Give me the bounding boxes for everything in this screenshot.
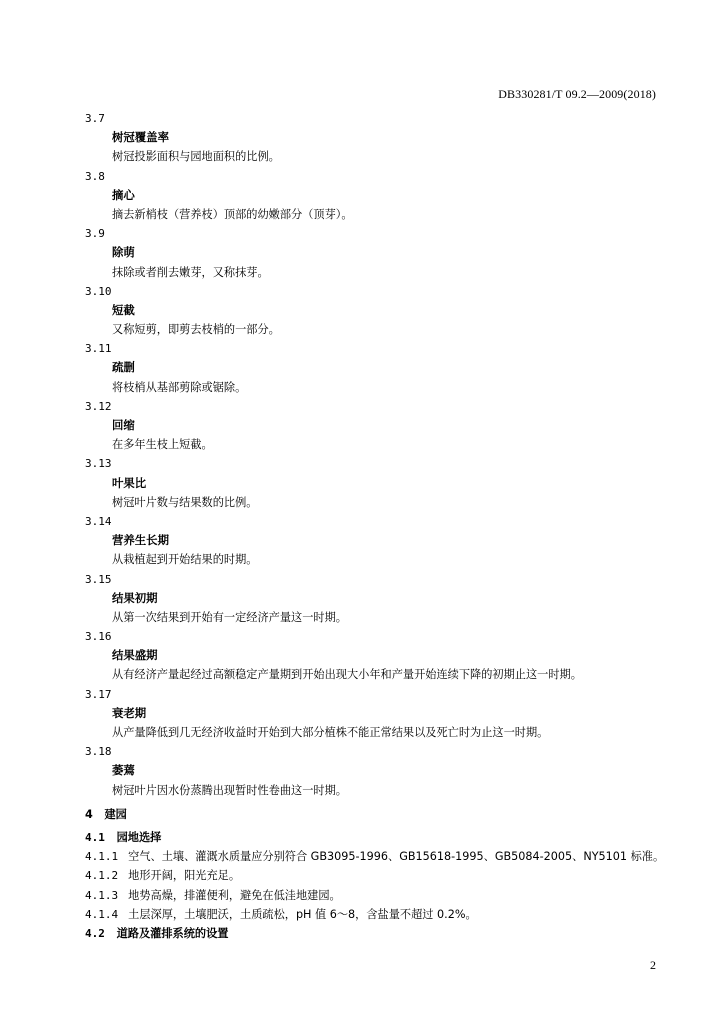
term-definition: 在多年生枝上短截。 bbox=[112, 438, 213, 452]
subsection-4-1-heading bbox=[85, 828, 665, 847]
clause-number: 4.1.1 bbox=[85, 850, 119, 864]
section-number: 4 bbox=[85, 807, 93, 821]
term-definition: 摘去新梢枝（营养枝）顶部的幼嫩部分（顶芽）。 bbox=[112, 207, 353, 221]
term-definition: 从第一次结果到开始有一定经济产量这一时期。 bbox=[112, 610, 347, 624]
term-number: 3.8 bbox=[85, 169, 105, 183]
term-number: 3.18 bbox=[85, 745, 112, 759]
section-4-heading bbox=[85, 805, 665, 824]
term-title: 疏删 bbox=[112, 360, 135, 375]
term-title: 摘心 bbox=[112, 187, 135, 202]
term-definition: 从有经济产量起经过高额稳定产量期到开始出现大小年和产量开始连续下降的初期止这一时期。 bbox=[112, 668, 582, 682]
term-title: 短截 bbox=[112, 302, 135, 317]
page-number: 2 bbox=[650, 958, 656, 972]
subsection-number: 4.1 bbox=[85, 830, 105, 844]
term-definition: 抹除或者削去嫩芽，又称抹芽。 bbox=[112, 265, 269, 279]
terms-list bbox=[85, 109, 665, 800]
term-definition: 又称短剪，即剪去枝梢的一部分。 bbox=[112, 323, 280, 337]
clause-number: 4.1.4 bbox=[85, 907, 119, 921]
clause-line bbox=[85, 886, 665, 905]
term-title: 营养生长期 bbox=[112, 533, 169, 548]
term-definition: 树冠叶片因水份蒸腾出现暂时性卷曲这一时期。 bbox=[112, 783, 347, 797]
document-body bbox=[85, 109, 665, 943]
term-title: 树冠覆盖率 bbox=[112, 130, 169, 145]
term-definition: 将枝梢从基部剪除或锯除。 bbox=[112, 380, 247, 394]
term-number: 3.9 bbox=[85, 227, 105, 241]
clauses-list bbox=[85, 847, 665, 924]
term-definition: 从产量降低到几无经济收益时开始到大部分植株不能正常结果以及死亡时为止这一时期。 bbox=[112, 726, 549, 739]
section-title: 建园 bbox=[104, 807, 127, 821]
term-definition: 树冠投影面积与园地面积的比例。 bbox=[112, 150, 280, 164]
term-title: 回缩 bbox=[112, 418, 135, 432]
clause-line bbox=[85, 905, 665, 924]
document-id-header: DB330281/T 09.2—2009(2018) bbox=[498, 87, 656, 101]
term-definition: 树冠叶片数与结果数的比例。 bbox=[112, 495, 258, 509]
clause-text: 空气、土壤、灌溉水质量应分别符合 GB3095-1996、GB15618-1995、GB5084-2005、NY5101 标准。 bbox=[128, 850, 665, 864]
clause-text: 土层深厚，土壤肥沃，土质疏松，pH 值 6～8，含盐量不超过 0.2%。 bbox=[128, 907, 477, 921]
clause-text: 地形开阔，阳光充足。 bbox=[128, 869, 241, 883]
subsection-number: 4.2 bbox=[85, 926, 105, 940]
term-number: 3.7 bbox=[85, 112, 105, 125]
term-number: 3.13 bbox=[85, 457, 112, 471]
term-number: 3.10 bbox=[85, 284, 112, 298]
clause-number: 4.1.3 bbox=[85, 888, 119, 902]
subsection-title: 园地选择 bbox=[116, 830, 162, 844]
term-number: 3.12 bbox=[85, 399, 112, 413]
term-title: 结果初期 bbox=[112, 590, 158, 605]
term-number: 3.11 bbox=[85, 342, 112, 356]
term-number: 3.15 bbox=[85, 572, 112, 586]
term-title: 衰老期 bbox=[112, 705, 147, 720]
subsection-title: 道路及灌排系统的设置 bbox=[116, 926, 229, 940]
term-number: 3.16 bbox=[85, 630, 112, 644]
term-title: 叶果比 bbox=[112, 475, 147, 490]
term-definition: 从栽植起到开始结果的时期。 bbox=[112, 553, 258, 567]
clause-line bbox=[85, 866, 665, 885]
term-title: 萎蔫 bbox=[112, 763, 135, 778]
term-title: 结果盛期 bbox=[112, 648, 158, 663]
clause-number: 4.1.2 bbox=[85, 869, 119, 883]
term-title: 除萌 bbox=[112, 245, 135, 260]
subsection-4-2-heading bbox=[85, 924, 665, 943]
clause-text: 地势高燥，排灌便利，避免在低洼地建园。 bbox=[128, 888, 341, 902]
clause-line bbox=[85, 847, 665, 866]
term-number: 3.17 bbox=[85, 687, 112, 701]
term-number: 3.14 bbox=[85, 514, 112, 528]
